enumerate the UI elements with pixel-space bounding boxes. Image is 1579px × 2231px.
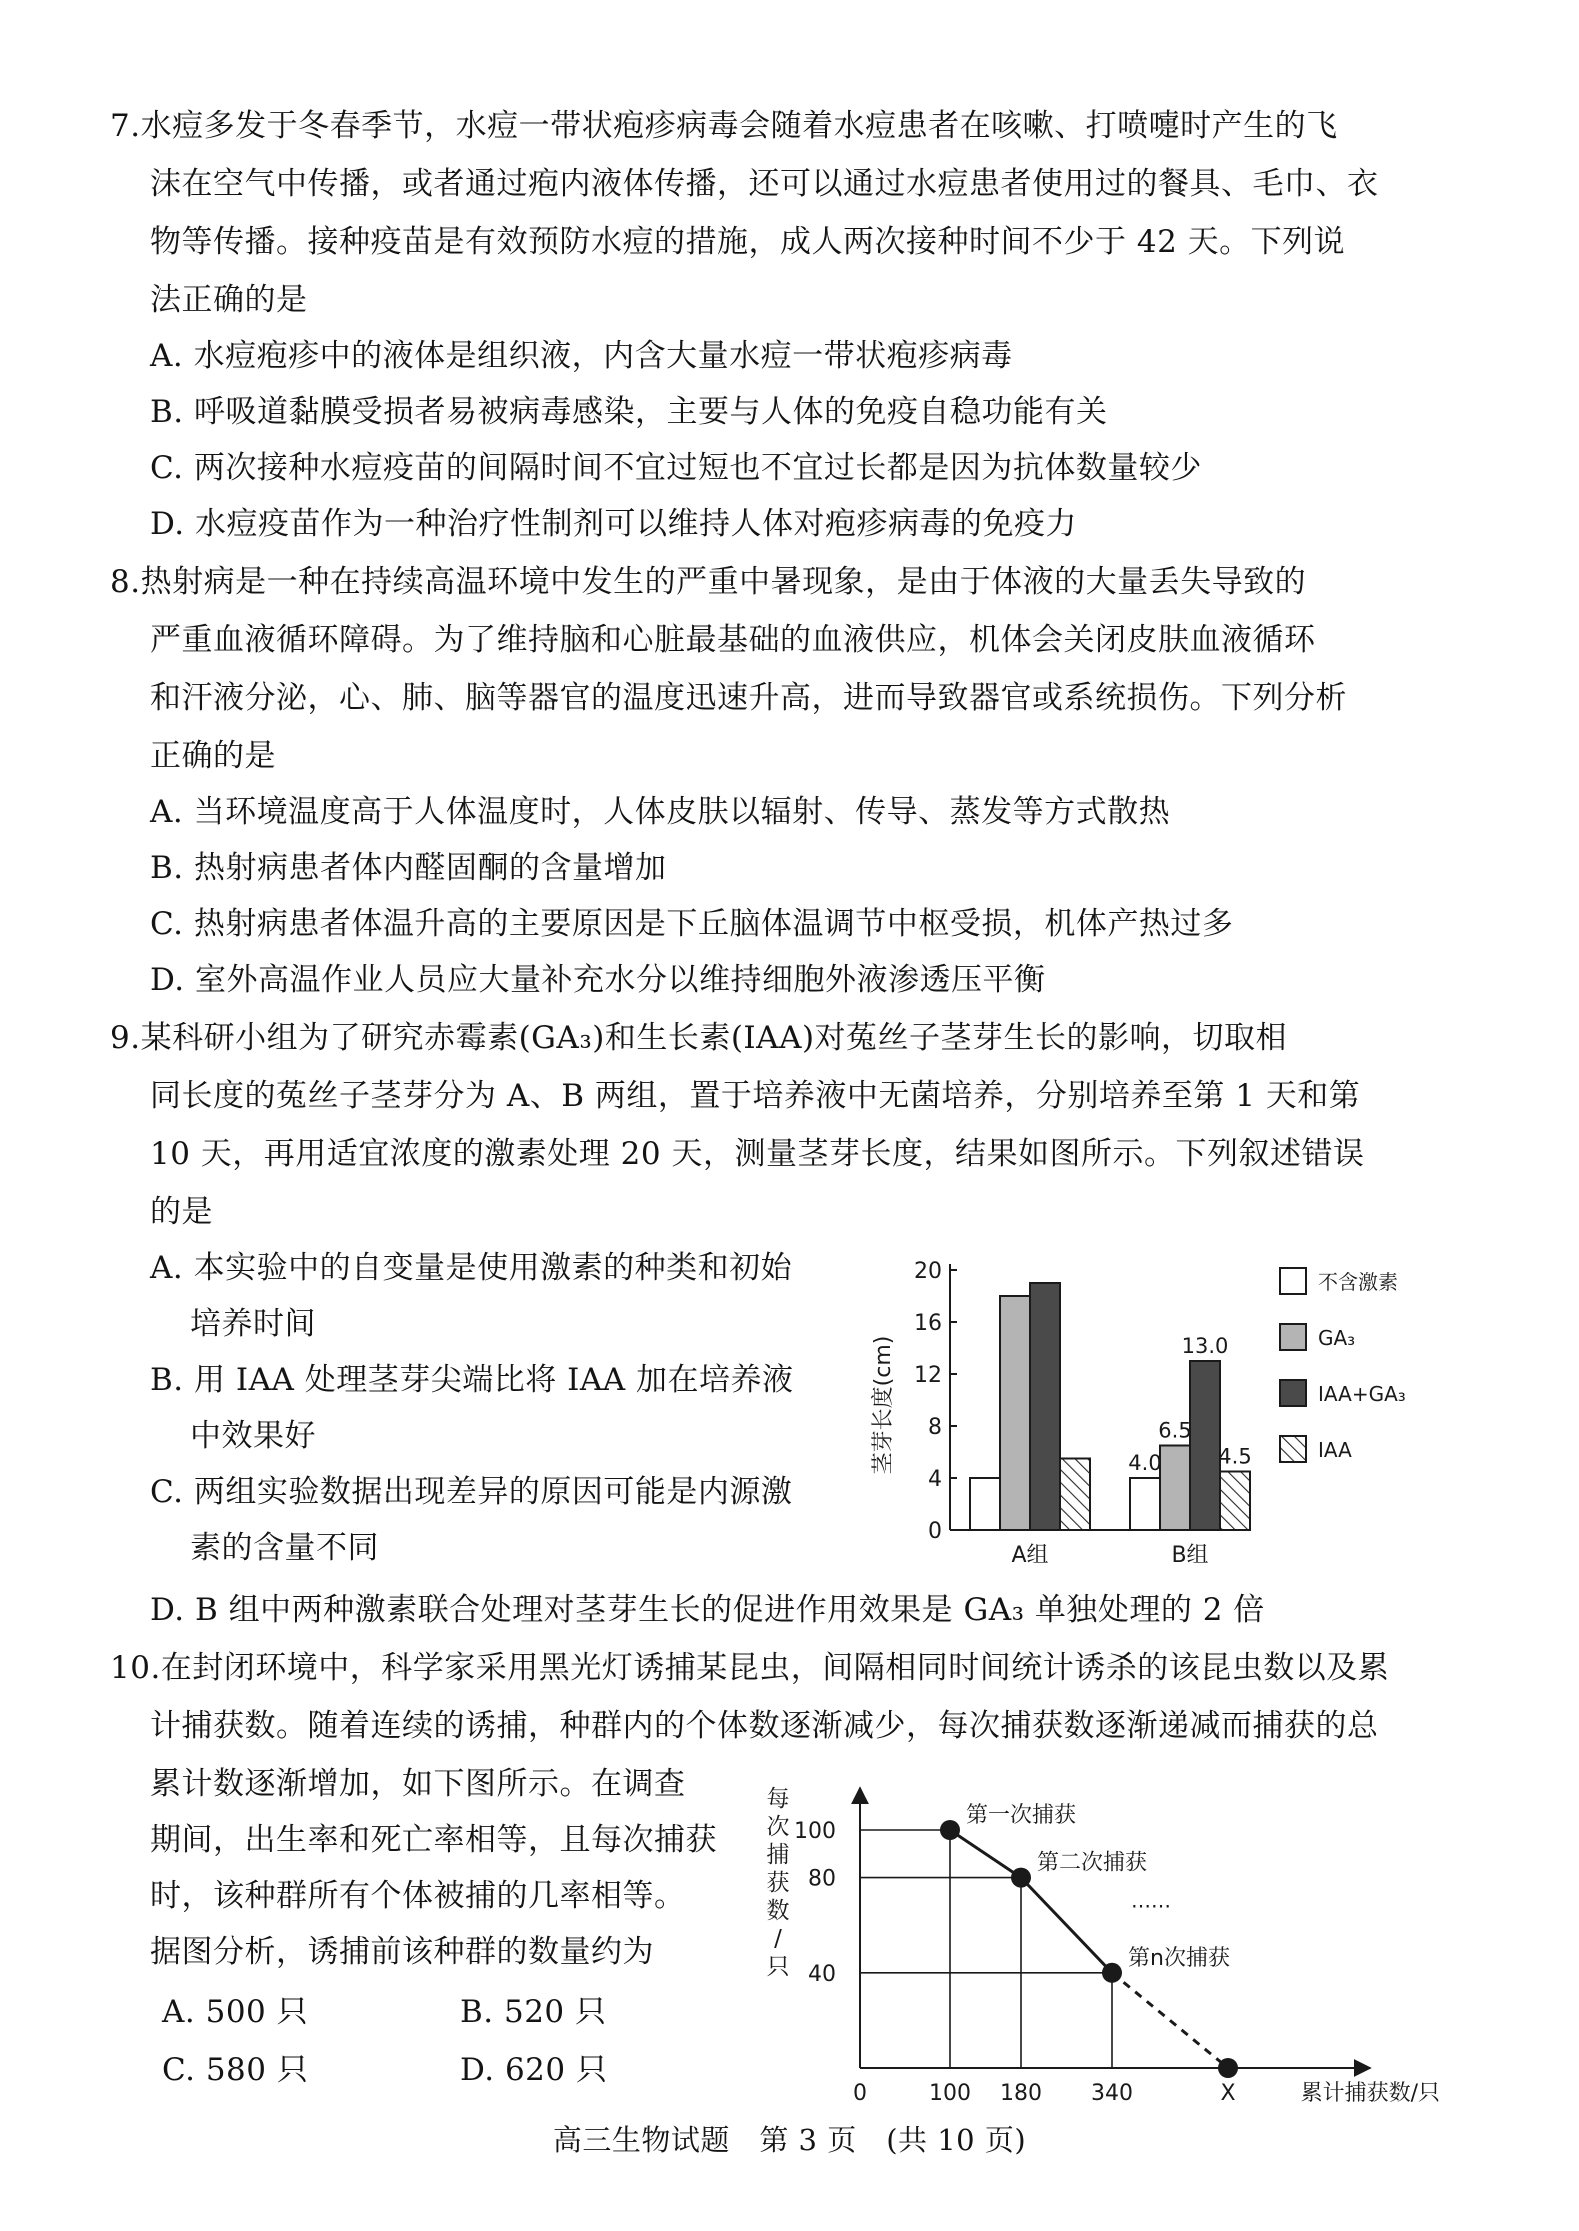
bar-chart-y-tick-label: 4	[928, 1467, 942, 1492]
line-chart-x-tick-label: 100	[929, 2081, 971, 2106]
q9-stem-line: 9.某科研小组为了研究赤霉素(GA₃)和生长素(IAA)对菟丝子茎芽生长的影响，切取相	[110, 1020, 1288, 1056]
q8-stem-line: 8.热射病是一种在持续高温环境中发生的严重中暑现象，是由于体液的大量丢失导致的	[110, 564, 1307, 600]
q9-stem-line: 的是	[150, 1194, 213, 1230]
line-chart-y-tick-label: 100	[794, 1819, 836, 1844]
bar-chart-y-tick-label: 8	[928, 1415, 942, 1440]
q10-line-chart	[760, 1780, 1450, 2110]
line-chart-plot	[767, 1786, 1441, 2106]
bar-chart-y-tick-label: 12	[914, 1363, 942, 1388]
q8-option-d: D. 室外高温作业人员应大量补充水分以维持细胞外液渗透压平衡	[150, 962, 1046, 998]
bar-chart-y-tick-label: 20	[914, 1260, 942, 1284]
line-chart-point	[1218, 2058, 1238, 2078]
q8-stem-line: 正确的是	[150, 738, 276, 774]
line-chart-x-tick-label: X	[1220, 2081, 1236, 2106]
q9-stem-line: 同长度的菟丝子茎芽分为 A、B 两组，置于培养液中无菌培养，分别培养至第 1 天和第	[150, 1078, 1361, 1114]
q10-option-a: A. 500 只	[162, 1994, 309, 2030]
page-footer: 高三生物试题 第 3 页 (共 10 页)	[552, 2123, 1027, 2157]
bar	[970, 1478, 1000, 1530]
line-chart-point-label: 第一次捕获	[966, 1803, 1077, 1828]
q7-stem-line: 法正确的是	[150, 282, 308, 318]
bar-data-label: 4.0	[1128, 1451, 1162, 1475]
legend-label: 不含激素	[1318, 1270, 1398, 1294]
bar-chart-category-label: B组	[1171, 1543, 1209, 1568]
bar-chart-y-tick-label: 0	[928, 1519, 942, 1544]
legend-label: IAA+GA₃	[1318, 1382, 1406, 1406]
line-chart-y-axis-label: 获	[766, 1870, 790, 1896]
q10-option-c: C. 580 只	[162, 2052, 309, 2088]
q10-stem-line: 据图分析，诱捕前该种群的数量约为	[150, 1934, 654, 1970]
line-chart-x-tick-label: 180	[1000, 2081, 1042, 2106]
line-chart-point	[940, 1820, 960, 1840]
line-chart-ellipsis: ……	[1131, 1888, 1171, 1913]
q7-stem-line: 物等传播。接种疫苗是有效预防水痘的措施，成人两次接种时间不少于 42 天。下列说	[150, 224, 1346, 260]
q7-option-d: D. 水痘疫苗作为一种治疗性制剂可以维持人体对疱疹病毒的免疫力	[150, 506, 1077, 542]
line-chart-y-axis-label: 捕	[766, 1842, 790, 1868]
line-chart-x-axis-label: 累计捕获数/只	[1300, 2081, 1440, 2106]
line-chart-extrapolation	[1112, 1973, 1228, 2068]
legend-swatch	[1280, 1268, 1306, 1294]
legend-label: IAA	[1318, 1438, 1352, 1462]
q9-option-a-cont: 培养时间	[190, 1306, 316, 1342]
bar-chart-legend	[1280, 1268, 1406, 1462]
legend-swatch	[1280, 1324, 1306, 1350]
line-chart-y-tick-label: 40	[808, 1961, 836, 1987]
q8-stem-line: 严重血液循环障碍。为了维持脑和心脏最基础的血液供应，机体会关闭皮肤血液循环	[150, 622, 1316, 658]
bar-data-label: 13.0	[1181, 1334, 1229, 1358]
q7-option-c: C. 两次接种水痘疫苗的间隔时间不宜过短也不宜过长都是因为抗体数量较少	[150, 450, 1202, 486]
q10-stem-line: 10.在封闭环境中，科学家采用黑光灯诱捕某昆虫，间隔相同时间统计诱杀的该昆虫数以及累	[110, 1650, 1390, 1686]
q7-option-b: B. 呼吸道黏膜受损者易被病毒感染，主要与人体的免疫自稳功能有关	[150, 394, 1108, 430]
q8-option-a: A. 当环境温度高于人体温度时，人体皮肤以辐射、传导、蒸发等方式散热	[150, 794, 1171, 830]
line-chart-y-tick-label: 80	[808, 1866, 836, 1892]
legend-swatch	[1280, 1380, 1306, 1406]
q10-option-b: B. 520 只	[460, 1994, 607, 2030]
bar	[1000, 1296, 1030, 1530]
q10-stem-line: 期间，出生率和死亡率相等，且每次捕获	[150, 1822, 717, 1858]
line-chart-y-axis-label: 次	[766, 1814, 790, 1840]
bar-data-label: 6.5	[1158, 1418, 1192, 1443]
q9-option-b: B. 用 IAA 处理茎芽尖端比将 IAA 加在培养液	[150, 1362, 794, 1398]
q8-stem-line: 和汗液分泌，心、肺、脑等器官的温度迅速升高，进而导致器官或系统损伤。下列分析	[150, 680, 1347, 716]
bar	[1130, 1478, 1160, 1530]
q9-option-c: C. 两组实验数据出现差异的原因可能是内源激	[150, 1474, 793, 1510]
bar	[1030, 1283, 1060, 1530]
q7-stem-line: 沫在空气中传播，或者通过疱内液体传播，还可以通过水痘患者使用过的餐具、毛巾、衣	[150, 166, 1379, 202]
q9-bar-chart	[850, 1260, 1450, 1590]
bar-data-label: 4.5	[1218, 1444, 1252, 1469]
line-chart-y-axis-label: 只	[766, 1954, 790, 1980]
line-chart-point	[1102, 1963, 1122, 1983]
bar-chart-y-tick-label: 16	[914, 1311, 942, 1336]
q7-option-a: A. 水痘疱疹中的液体是组织液，内含大量水痘一带状疱疹病毒	[150, 338, 1013, 374]
bar-chart-category-label: A组	[1011, 1543, 1049, 1568]
q7-stem-line: 7.水痘多发于冬春季节，水痘一带状疱疹病毒会随着水痘患者在咳嗽、打喷嚏时产生的飞	[110, 108, 1338, 144]
line-chart-y-axis-label: 每	[766, 1786, 790, 1812]
q8-option-b: B. 热射病患者体内醛固酮的含量增加	[150, 850, 667, 886]
bar-chart-y-axis-label: 茎芽长度(cm)	[871, 1335, 896, 1475]
line-chart-point-label: 第n次捕获	[1128, 1945, 1230, 1971]
legend-swatch	[1280, 1436, 1306, 1462]
bar-chart-plot	[914, 1260, 1252, 1568]
line-chart-y-axis-label: 数	[766, 1898, 790, 1924]
line-chart-point-label: 第二次捕获	[1037, 1850, 1148, 1876]
q9-option-b-cont: 中效果好	[190, 1418, 316, 1454]
line-chart-point	[1011, 1868, 1031, 1888]
q9-option-d: D. B 组中两种激素联合处理对茎芽生长的促进作用效果是 GA₃ 单独处理的 2 倍	[150, 1592, 1265, 1628]
line-chart-x-tick-label: 0	[853, 2081, 867, 2106]
line-chart-x-tick-label: 340	[1091, 2081, 1133, 2106]
line-chart-y-axis-label: /	[774, 1926, 782, 1952]
legend-label: GA₃	[1318, 1326, 1356, 1350]
bar	[1060, 1459, 1090, 1531]
q10-option-d: D. 620 只	[460, 2052, 608, 2088]
bar	[1190, 1361, 1220, 1530]
q10-stem-line: 时，该种群所有个体被捕的几率相等。	[150, 1878, 686, 1914]
bar	[1220, 1472, 1250, 1531]
q10-stem-line: 计捕获数。随着连续的诱捕，种群内的个体数逐渐减少，每次捕获数逐渐递减而捕获的总	[150, 1708, 1379, 1744]
q9-option-c-cont: 素的含量不同	[190, 1530, 379, 1566]
q8-option-c: C. 热射病患者体温升高的主要原因是下丘脑体温调节中枢受损，机体产热过多	[150, 906, 1234, 942]
q9-stem-line: 10 天，再用适宜浓度的激素处理 20 天，测量茎芽长度，结果如图所示。下列叙述错误	[150, 1136, 1365, 1172]
q9-option-a: A. 本实验中的自变量是使用激素的种类和初始	[150, 1250, 793, 1286]
q10-stem-line: 累计数逐渐增加，如下图所示。在调查	[150, 1766, 686, 1802]
bar	[1160, 1446, 1190, 1531]
